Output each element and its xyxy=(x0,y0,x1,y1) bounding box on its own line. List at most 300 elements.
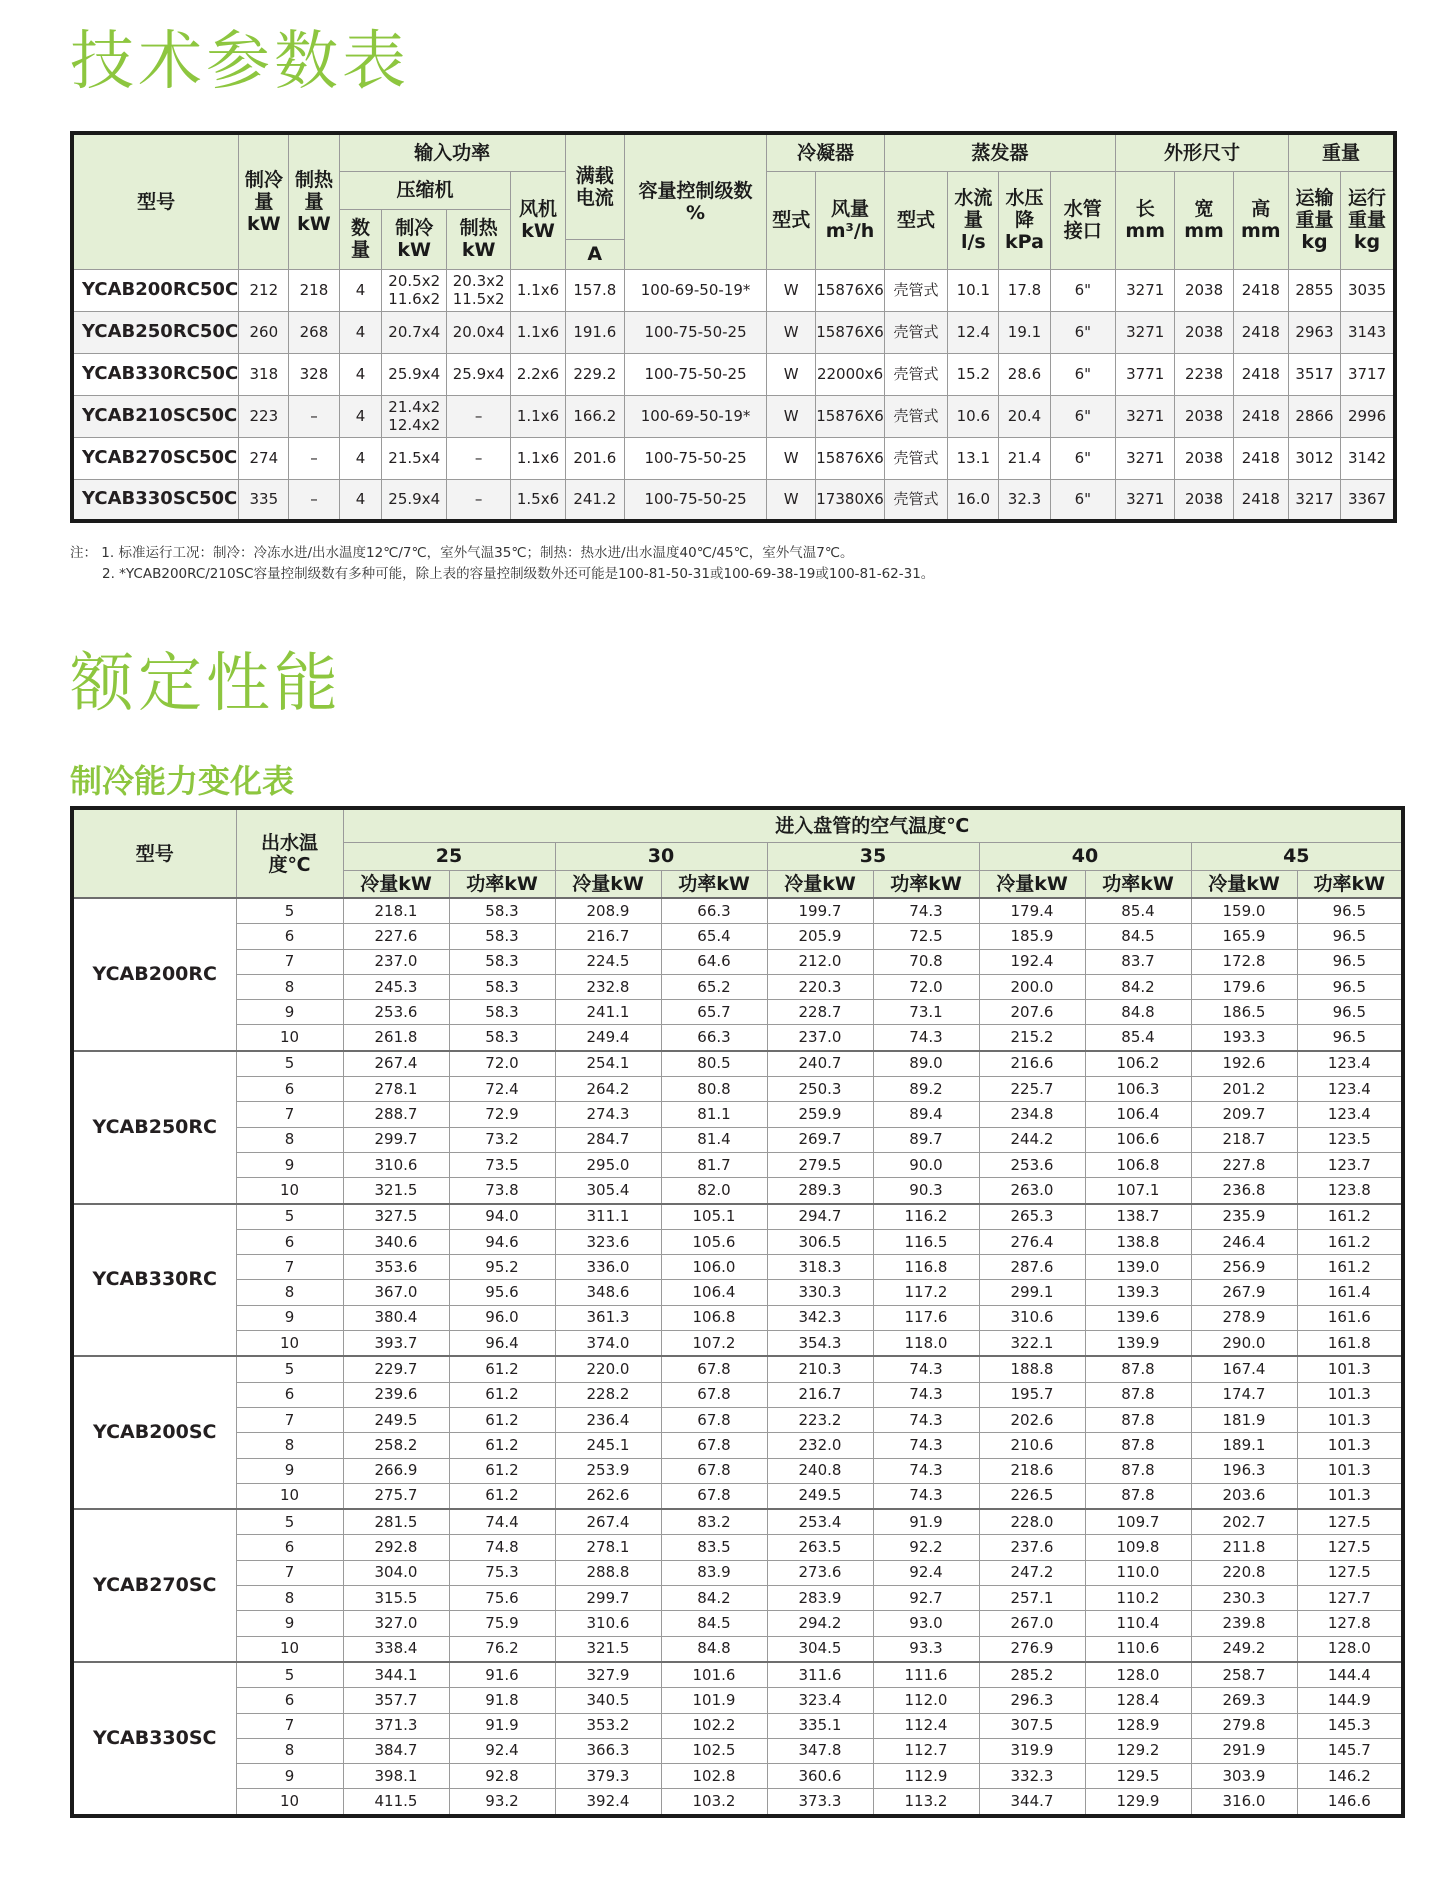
capacity-cell: 227.8 xyxy=(1191,1152,1297,1177)
cell-line: 11.6x2 xyxy=(388,290,441,308)
cell-line: 19.1 xyxy=(1007,323,1042,341)
power-cell: 106.2 xyxy=(1085,1051,1191,1077)
power-cell: 96.5 xyxy=(1297,949,1403,974)
capacity-cell: 237.0 xyxy=(343,949,449,974)
cell-line: W xyxy=(783,407,799,425)
power-cell: 123.5 xyxy=(1297,1127,1403,1152)
width-cell xyxy=(1175,311,1233,353)
evaporator-type-cell xyxy=(884,395,947,437)
power-cell: 123.4 xyxy=(1297,1077,1403,1102)
header-heating-capacity xyxy=(289,133,339,269)
capacity-cell: 340.6 xyxy=(343,1229,449,1254)
cell-line: 4 xyxy=(355,281,366,299)
model-cell: YCAB330SC xyxy=(72,1662,236,1816)
cell-line: – xyxy=(310,449,318,467)
power-cell: 74.3 xyxy=(873,1458,979,1483)
cell-line: 6" xyxy=(1074,449,1092,467)
outlet-temp-cell: 5 xyxy=(236,1356,343,1382)
power-cell: 102.5 xyxy=(661,1738,767,1763)
header-dimensions: 外形尺寸 xyxy=(1116,133,1289,171)
capacity-cell: 336.0 xyxy=(555,1255,661,1280)
power-cell: 123.7 xyxy=(1297,1152,1403,1177)
capacity-cell: 253.6 xyxy=(343,1000,449,1025)
power-cell: 101.6 xyxy=(661,1662,767,1688)
capacity-cell: 273.6 xyxy=(767,1560,873,1585)
compressor-heating-kw-cell xyxy=(446,353,510,395)
capacity-cell: 299.7 xyxy=(555,1586,661,1611)
power-cell: 144.9 xyxy=(1297,1688,1403,1713)
fan-kw-cell xyxy=(511,395,565,437)
model-cell xyxy=(72,311,239,353)
power-cell: 75.6 xyxy=(449,1586,555,1611)
power-cell: 74.3 xyxy=(873,1407,979,1432)
capacity-cell: 279.8 xyxy=(1191,1713,1297,1738)
header-text: 数 xyxy=(350,217,370,239)
perf-header-capacity: 冷量kW xyxy=(343,870,449,898)
outlet-temp-cell: 6 xyxy=(236,1688,343,1713)
power-cell: 85.4 xyxy=(1085,1025,1191,1051)
capacity-cell: 278.1 xyxy=(343,1077,449,1102)
capacity-cell: 239.6 xyxy=(343,1382,449,1407)
perf-header-temp-45: 45 xyxy=(1191,842,1403,870)
capacity-cell: 261.8 xyxy=(343,1025,449,1051)
full-load-current-cell xyxy=(565,437,624,479)
power-cell: 87.8 xyxy=(1085,1483,1191,1509)
outlet-temp-cell: 10 xyxy=(236,1178,343,1204)
header-text: 宽 xyxy=(1194,198,1214,220)
power-cell: 161.8 xyxy=(1297,1331,1403,1357)
capacity-cell: 239.8 xyxy=(1191,1611,1297,1636)
power-cell: 101.3 xyxy=(1297,1382,1403,1407)
performance-row xyxy=(72,1152,1403,1177)
perf-header-power: 功率kW xyxy=(449,870,555,898)
capacity-cell: 311.6 xyxy=(767,1662,873,1688)
capacity-cell: 305.4 xyxy=(555,1178,661,1204)
perf-header-power: 功率kW xyxy=(1297,870,1403,898)
power-cell: 58.3 xyxy=(449,1025,555,1051)
length-cell xyxy=(1116,479,1175,521)
cell-line: 25.9x4 xyxy=(388,365,441,383)
evaporator-type-cell xyxy=(884,311,947,353)
outlet-temp-cell: 9 xyxy=(236,1458,343,1483)
cell-line: – xyxy=(310,407,318,425)
cell-line: 15876X6 xyxy=(816,449,884,467)
cell-line: 2996 xyxy=(1347,407,1387,425)
capacity-cell: 174.7 xyxy=(1191,1382,1297,1407)
capacity-cell: 330.3 xyxy=(767,1280,873,1305)
outlet-temp-cell: 7 xyxy=(236,1560,343,1585)
header-text: 制热 xyxy=(294,168,333,191)
performance-row xyxy=(72,1789,1403,1816)
capacity-cell: 304.5 xyxy=(767,1636,873,1662)
water-connection-cell xyxy=(1050,353,1115,395)
airflow-cell xyxy=(816,437,885,479)
cell-line: 壳管式 xyxy=(893,365,939,383)
width-cell xyxy=(1175,353,1233,395)
performance-row xyxy=(72,1688,1403,1713)
airflow-cell xyxy=(816,395,885,437)
power-cell: 83.7 xyxy=(1085,949,1191,974)
performance-subtitle: 制冷能力变化表 xyxy=(70,762,295,800)
power-cell: 74.4 xyxy=(449,1509,555,1535)
capacity-cell: 220.0 xyxy=(555,1356,661,1382)
header-text: mm xyxy=(1125,220,1166,242)
capacity-steps-cell xyxy=(624,395,766,437)
capacity-cell: 249.5 xyxy=(343,1407,449,1432)
performance-row xyxy=(72,1662,1403,1688)
cell-line: – xyxy=(474,407,483,425)
capacity-cell: 237.6 xyxy=(979,1535,1085,1560)
capacity-cell: 310.6 xyxy=(343,1152,449,1177)
cell-line: 4 xyxy=(355,365,366,383)
cell-line: 274 xyxy=(249,449,279,467)
cell-line: W xyxy=(783,490,799,509)
condenser-type-cell xyxy=(767,353,816,395)
outlet-temp-cell: 8 xyxy=(236,1738,343,1763)
length-cell xyxy=(1116,395,1175,437)
power-cell: 83.9 xyxy=(661,1560,767,1585)
cell-line: 20.4 xyxy=(1007,407,1042,425)
capacity-cell: 237.0 xyxy=(767,1025,873,1051)
operating-weight-cell xyxy=(1341,479,1395,521)
condenser-type-cell xyxy=(767,395,816,437)
compressor-heating-kw-cell xyxy=(446,479,510,521)
pressure-drop-cell xyxy=(999,269,1050,311)
heating-capacity-cell xyxy=(289,395,339,437)
cell-line: 2418 xyxy=(1241,490,1280,509)
capacity-cell: 290.0 xyxy=(1191,1331,1297,1357)
power-cell: 109.8 xyxy=(1085,1535,1191,1560)
power-cell: 82.0 xyxy=(661,1178,767,1204)
outlet-temp-cell: 6 xyxy=(236,1382,343,1407)
power-cell: 89.7 xyxy=(873,1127,979,1152)
operating-weight-cell xyxy=(1341,437,1395,479)
cell-line: YCAB250RC50C xyxy=(82,321,239,342)
performance-row xyxy=(72,1586,1403,1611)
performance-row xyxy=(72,1178,1403,1204)
capacity-cell: 265.3 xyxy=(979,1204,1085,1230)
fan-kw-cell xyxy=(511,437,565,479)
cell-line: 2.2x6 xyxy=(516,365,560,383)
power-cell: 58.3 xyxy=(449,949,555,974)
capacity-cell: 201.2 xyxy=(1191,1077,1297,1102)
outlet-temp-cell: 6 xyxy=(236,1229,343,1254)
width-cell xyxy=(1175,479,1233,521)
capacity-steps-cell xyxy=(624,269,766,311)
pressure-drop-cell xyxy=(999,311,1050,353)
header-text: 水压 xyxy=(1005,187,1044,209)
cell-line: 2866 xyxy=(1295,407,1334,425)
capacity-cell: 311.1 xyxy=(555,1204,661,1230)
quantity-cell xyxy=(339,479,382,521)
capacity-cell: 165.9 xyxy=(1191,924,1297,949)
power-cell: 70.8 xyxy=(873,949,979,974)
power-cell: 92.2 xyxy=(873,1535,979,1560)
capacity-cell: 371.3 xyxy=(343,1713,449,1738)
capacity-cell: 283.9 xyxy=(767,1586,873,1611)
power-cell: 74.3 xyxy=(873,1025,979,1051)
power-cell: 75.3 xyxy=(449,1560,555,1585)
capacity-cell: 384.7 xyxy=(343,1738,449,1763)
power-cell: 84.8 xyxy=(1085,1000,1191,1025)
perf-header-power: 功率kW xyxy=(661,870,767,898)
power-cell: 89.2 xyxy=(873,1077,979,1102)
power-cell: 161.2 xyxy=(1297,1255,1403,1280)
outlet-temp-cell: 6 xyxy=(236,1077,343,1102)
capacity-cell: 340.5 xyxy=(555,1688,661,1713)
header-width xyxy=(1175,171,1233,269)
pressure-drop-cell xyxy=(999,353,1050,395)
header-quantity xyxy=(339,209,382,269)
performance-row xyxy=(72,949,1403,974)
perf-header-air-temp: 进入盘管的空气温度℃ xyxy=(343,808,1403,842)
capacity-cell: 266.9 xyxy=(343,1458,449,1483)
shipping-weight-cell xyxy=(1288,479,1340,521)
performance-row xyxy=(72,1611,1403,1636)
power-cell: 90.3 xyxy=(873,1178,979,1204)
capacity-cell: 344.1 xyxy=(343,1662,449,1688)
capacity-cell: 374.0 xyxy=(555,1331,661,1357)
capacity-cell: 327.0 xyxy=(343,1611,449,1636)
header-evaporator-type: 型式 xyxy=(884,171,947,269)
cell-line: 10.6 xyxy=(956,407,991,425)
power-cell: 128.0 xyxy=(1297,1636,1403,1662)
capacity-cell: 353.6 xyxy=(343,1255,449,1280)
capacity-cell: 210.6 xyxy=(979,1433,1085,1458)
power-cell: 139.3 xyxy=(1085,1280,1191,1305)
header-text: 重量 xyxy=(1295,209,1334,231)
water-flow-cell xyxy=(948,479,999,521)
cooling-capacity-cell xyxy=(239,311,289,353)
full-load-current-cell xyxy=(565,311,624,353)
capacity-cell: 254.1 xyxy=(555,1051,661,1077)
fan-kw-cell xyxy=(511,311,565,353)
capacity-cell: 267.9 xyxy=(1191,1280,1297,1305)
spec-table xyxy=(70,131,1397,523)
shipping-weight-cell xyxy=(1288,437,1340,479)
header-text: % xyxy=(686,201,706,224)
capacity-cell: 223.2 xyxy=(767,1407,873,1432)
performance-row xyxy=(72,1764,1403,1789)
power-cell: 73.2 xyxy=(449,1127,555,1152)
header-text: 运行 xyxy=(1348,187,1387,209)
power-cell: 90.0 xyxy=(873,1152,979,1177)
evaporator-type-cell xyxy=(884,479,947,521)
shipping-weight-cell xyxy=(1288,311,1340,353)
cell-line: 1.1x6 xyxy=(516,407,560,425)
outlet-temp-cell: 10 xyxy=(236,1483,343,1509)
perf-header-power: 功率kW xyxy=(873,870,979,898)
capacity-cell: 244.2 xyxy=(979,1127,1085,1152)
capacity-cell: 327.5 xyxy=(343,1204,449,1230)
cell-line: 15.2 xyxy=(956,365,991,383)
power-cell: 87.8 xyxy=(1085,1458,1191,1483)
capacity-cell: 307.5 xyxy=(979,1713,1085,1738)
power-cell: 117.2 xyxy=(873,1280,979,1305)
outlet-temp-cell: 7 xyxy=(236,949,343,974)
width-cell xyxy=(1175,395,1233,437)
capacity-cell: 323.4 xyxy=(767,1688,873,1713)
power-cell: 110.0 xyxy=(1085,1560,1191,1585)
cooling-capacity-cell xyxy=(239,479,289,521)
heating-capacity-cell xyxy=(289,311,339,353)
power-cell: 73.1 xyxy=(873,1000,979,1025)
power-cell: 106.8 xyxy=(661,1305,767,1330)
outlet-temp-cell: 5 xyxy=(236,1204,343,1230)
cell-line: 1.5x6 xyxy=(516,490,560,509)
outlet-temp-cell: 6 xyxy=(236,1535,343,1560)
capacity-cell: 321.5 xyxy=(555,1636,661,1662)
water-flow-cell xyxy=(948,395,999,437)
cell-line: 335 xyxy=(249,490,279,509)
water-flow-cell xyxy=(948,437,999,479)
height-cell xyxy=(1233,311,1288,353)
header-text: 容量控制级数 xyxy=(638,179,753,202)
power-cell: 92.4 xyxy=(873,1560,979,1585)
power-cell: 84.2 xyxy=(661,1586,767,1611)
capacity-cell: 262.6 xyxy=(555,1483,661,1509)
cooling-capacity-cell xyxy=(239,437,289,479)
cell-line: 壳管式 xyxy=(893,407,939,425)
cell-line: 3771 xyxy=(1126,365,1165,383)
capacity-cell: 287.6 xyxy=(979,1255,1085,1280)
cell-line: 6" xyxy=(1074,365,1092,383)
power-cell: 84.8 xyxy=(661,1636,767,1662)
power-cell: 74.8 xyxy=(449,1535,555,1560)
perf-header-power: 功率kW xyxy=(1085,870,1191,898)
power-cell: 145.3 xyxy=(1297,1713,1403,1738)
cell-line: 25.9x4 xyxy=(388,490,441,509)
cooling-capacity-cell xyxy=(239,395,289,437)
capacity-cell: 186.5 xyxy=(1191,1000,1297,1025)
power-cell: 161.4 xyxy=(1297,1280,1403,1305)
heating-capacity-cell xyxy=(289,353,339,395)
heating-capacity-cell xyxy=(289,437,339,479)
header-compressor-heating-kw xyxy=(446,209,510,269)
capacity-cell: 279.5 xyxy=(767,1152,873,1177)
power-cell: 105.1 xyxy=(661,1204,767,1230)
cell-line: 壳管式 xyxy=(893,449,939,467)
cell-line: W xyxy=(783,449,799,467)
capacity-cell: 367.0 xyxy=(343,1280,449,1305)
capacity-cell: 267.0 xyxy=(979,1611,1085,1636)
cell-line: 12.4x2 xyxy=(388,416,441,434)
header-fan-kw xyxy=(511,171,565,269)
power-cell: 74.3 xyxy=(873,898,979,924)
capacity-cell: 226.5 xyxy=(979,1483,1085,1509)
capacity-cell: 332.3 xyxy=(979,1764,1085,1789)
power-cell: 72.4 xyxy=(449,1077,555,1102)
capacity-cell: 196.3 xyxy=(1191,1458,1297,1483)
cell-line: 1.1x6 xyxy=(516,281,560,299)
power-cell: 94.6 xyxy=(449,1229,555,1254)
cell-line: 3271 xyxy=(1126,449,1165,467)
capacity-cell: 294.2 xyxy=(767,1611,873,1636)
cell-line: 21.4 xyxy=(1007,449,1042,467)
operating-weight-cell xyxy=(1341,269,1395,311)
header-compressor-cooling-kw xyxy=(382,209,446,269)
outlet-temp-cell: 5 xyxy=(236,1051,343,1077)
power-cell: 95.6 xyxy=(449,1280,555,1305)
power-cell: 61.2 xyxy=(449,1433,555,1458)
spec-row xyxy=(72,479,1395,521)
header-model: 型号 xyxy=(72,133,239,269)
header-text: 风量 xyxy=(831,198,870,220)
header-condenser-type: 型式 xyxy=(767,171,816,269)
power-cell: 81.1 xyxy=(661,1102,767,1127)
performance-row xyxy=(72,1127,1403,1152)
capacity-cell: 366.3 xyxy=(555,1738,661,1763)
capacity-cell: 347.8 xyxy=(767,1738,873,1763)
capacity-cell: 335.1 xyxy=(767,1713,873,1738)
power-cell: 96.5 xyxy=(1297,1000,1403,1025)
power-cell: 58.3 xyxy=(449,898,555,924)
capacity-cell: 172.8 xyxy=(1191,949,1297,974)
performance-row xyxy=(72,1560,1403,1585)
header-text: 制热 xyxy=(459,217,498,239)
capacity-cell: 236.8 xyxy=(1191,1178,1297,1204)
power-cell: 72.5 xyxy=(873,924,979,949)
performance-row xyxy=(72,1738,1403,1763)
power-cell: 128.0 xyxy=(1085,1662,1191,1688)
capacity-cell: 199.7 xyxy=(767,898,873,924)
outlet-temp-cell: 9 xyxy=(236,1000,343,1025)
capacity-cell: 294.7 xyxy=(767,1204,873,1230)
power-cell: 144.4 xyxy=(1297,1662,1403,1688)
power-cell: 161.2 xyxy=(1297,1229,1403,1254)
power-cell: 103.2 xyxy=(661,1789,767,1816)
compressor-cooling-kw-cell xyxy=(382,395,446,437)
capacity-cell: 185.9 xyxy=(979,924,1085,949)
capacity-cell: 306.5 xyxy=(767,1229,873,1254)
performance-row xyxy=(72,1000,1403,1025)
capacity-cell: 275.7 xyxy=(343,1483,449,1509)
capacity-cell: 267.4 xyxy=(343,1051,449,1077)
header-height xyxy=(1233,171,1288,269)
cell-line: 100-75-50-25 xyxy=(644,365,747,383)
cell-line: W xyxy=(783,281,799,299)
header-text: kg xyxy=(1353,231,1381,253)
heating-capacity-cell xyxy=(289,479,339,521)
cell-line: 3012 xyxy=(1295,449,1334,467)
heating-capacity-cell xyxy=(289,269,339,311)
power-cell: 61.2 xyxy=(449,1382,555,1407)
header-text: 量 xyxy=(254,190,274,213)
outlet-temp-cell: 8 xyxy=(236,1586,343,1611)
cell-line: 16.0 xyxy=(956,490,991,509)
capacity-cell: 310.6 xyxy=(555,1611,661,1636)
power-cell: 116.5 xyxy=(873,1229,979,1254)
power-cell: 91.6 xyxy=(449,1662,555,1688)
cell-line: 100-75-50-25 xyxy=(644,490,747,509)
water-connection-cell xyxy=(1050,269,1115,311)
cell-line: 223 xyxy=(249,407,279,425)
cell-line: 100-75-50-25 xyxy=(644,449,747,467)
capacity-cell: 220.8 xyxy=(1191,1560,1297,1585)
shipping-weight-cell xyxy=(1288,353,1340,395)
power-cell: 80.8 xyxy=(661,1077,767,1102)
perf-header-temp-40: 40 xyxy=(979,842,1191,870)
power-cell: 139.9 xyxy=(1085,1331,1191,1357)
header-text: 降 xyxy=(1014,209,1034,231)
capacity-cell: 215.2 xyxy=(979,1025,1085,1051)
power-cell: 129.9 xyxy=(1085,1789,1191,1816)
capacity-cell: 227.6 xyxy=(343,924,449,949)
cell-line: 2038 xyxy=(1184,490,1224,509)
capacity-steps-cell xyxy=(624,311,766,353)
outlet-temp-cell: 5 xyxy=(236,1662,343,1688)
power-cell: 102.2 xyxy=(661,1713,767,1738)
